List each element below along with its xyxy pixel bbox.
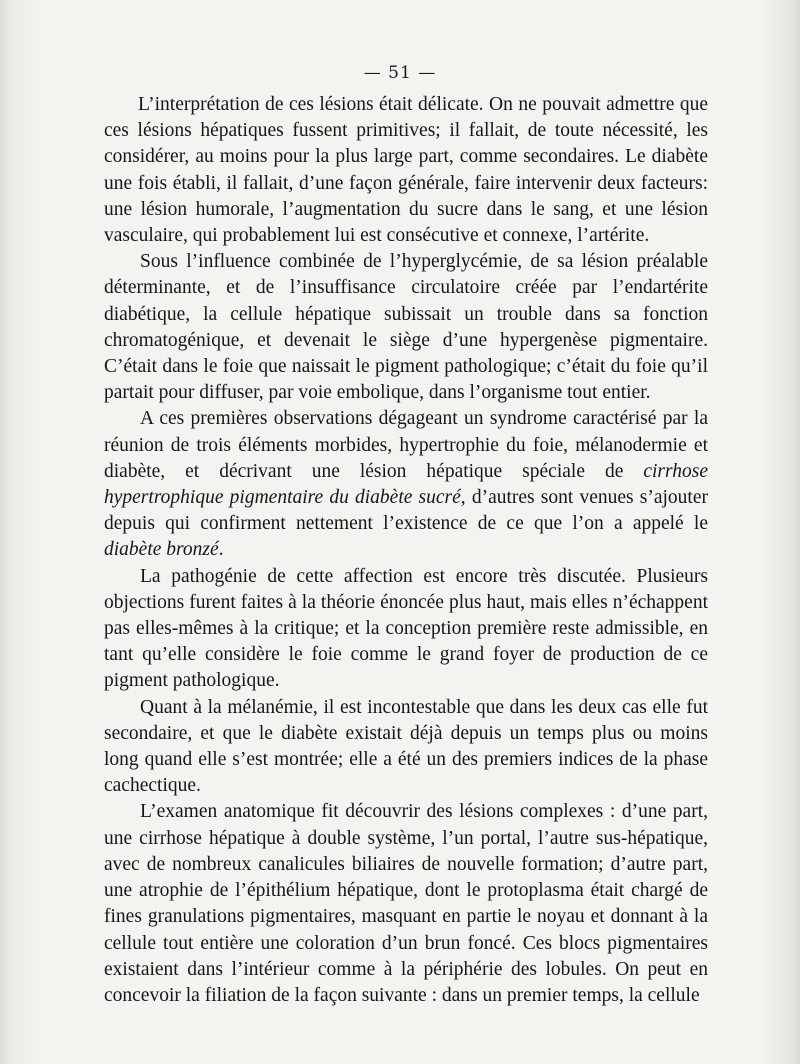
page-number: — 51 — bbox=[363, 63, 437, 83]
paragraph-1: L’interprétation de ces lésions était délicate. On ne pouvait admettre que ces lésions hépatiques fussent primitives; il fallait, de toute nécessité, les considérer, au moins pour la plus large part, comme secondaires. Le diabète une fois établi, il fallait, d’une façon générale, faire intervenir deux facteurs: une lésion humorale, l’augmentation du sucre dans le sang, et une lésion vasculaire, qui probablement lui est consécutive et connexe, l’artérite. bbox=[104, 94, 708, 247]
body-text bbox=[104, 92, 708, 1009]
paragraph-5: Quant à la mélanémie, il est incontestable que dans les deux cas elle fut secondaire, et que le diabète existait déjà depuis un temps plus ou moins long quand elle s’est montrée; elle a été un des premiers indices de la phase cachectique. bbox=[104, 696, 708, 797]
paragraph-4: La pathogénie de cette affection est encore très discutée. Plusieurs objections furent faites à la théorie énoncée plus haut, mais elles n’échappent pas elles-mêmes à la critique; et la conception première reste admissible, en tant qu’elle considère le foie comme le grand foyer de production de ce pigment pathologique. bbox=[104, 565, 708, 692]
paragraph-6: L’examen anatomique fit découvrir des lésions complexes : d’une part, une cirrhose hépatique à double système, l’un portal, l’autre sus-hépatique, avec de nombreux canalicules biliaires de nouvelle formation; d’autre part, une atrophie de l’épithélium hépatique, dont le protoplasma était chargé de fines granulations pigmentaires, masquant en partie le noyau et donnant à la cellule tout entière une coloration d’un brun foncé. Ces blocs pigmentaires existaient dans l’intérieur comme à la périphérie des lobules. On peut en concevoir la filiation de la façon suivante : dans un premier temps, la cellule bbox=[104, 801, 708, 1006]
term-cirrhose: cirrhose hypertrophique pigmentaire du diabète sucré bbox=[104, 460, 708, 509]
paragraph-3-text-a: A ces premières observations dégageant un syndrome caractérisé par la réunion de trois éléments morbides, hypertrophie du foie, mélanodermie et diabète, et décrivant une lésion hépatique spéciale de bbox=[104, 408, 708, 482]
paragraph-3-text-b: , d’autres sont venues s’ajouter depuis qui confirment nettement l’existence de ce que l’on a appelé le bbox=[104, 487, 708, 535]
paragraph-2: Sous l’influence combinée de l’hyperglycémie, de sa lésion préalable déterminante, et de l’insuffisance circulatoire créée par l’endartérite diabétique, la cellule hépatique subissait un trouble dans sa fonction chromatogénique, et devenait le siège d’une hypergenèse pigmentaire. C’était dans le foie que naissait le pigment pathologique; c’était du foie qu’il partait pour diffuser, par voie embolique, dans l’organisme tout entier. bbox=[104, 251, 708, 404]
paragraph-3 bbox=[104, 406, 708, 563]
paragraph-3-text-c: . bbox=[218, 539, 224, 561]
term-diabete-bronze: diabète bronzé bbox=[104, 539, 219, 561]
